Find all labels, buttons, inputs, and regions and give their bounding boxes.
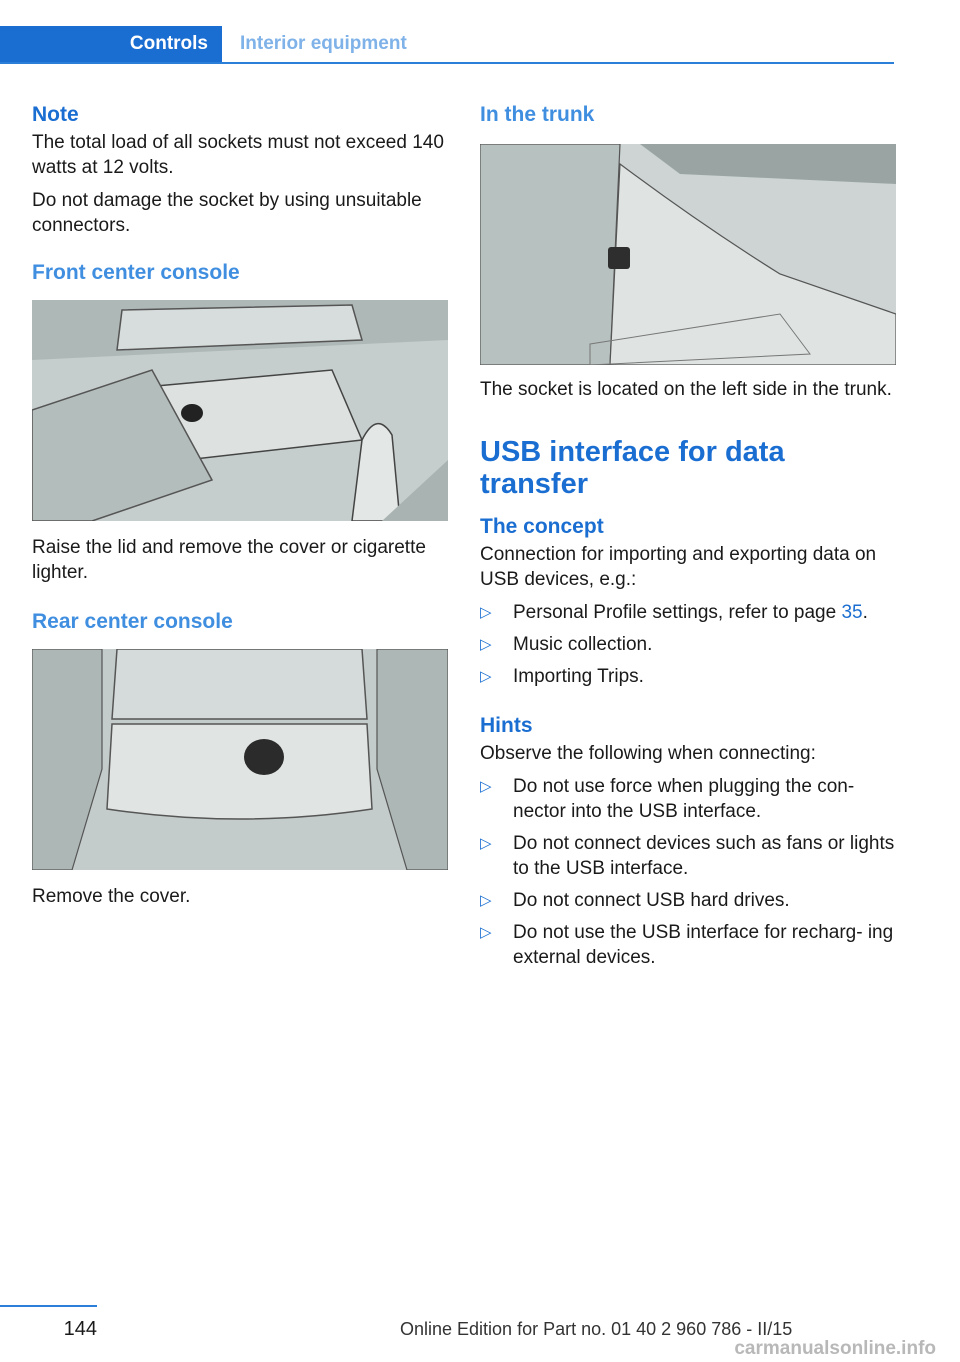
edition-footer: Online Edition for Part no. 01 40 2 960 786 - II/15	[400, 1319, 793, 1339]
concept-list	[480, 600, 896, 689]
usb-section-heading: USB interface for data transfer	[480, 436, 785, 500]
rear-console-heading: Rear center console	[32, 610, 233, 633]
page-link[interactable]: 35	[841, 602, 863, 623]
rear-console-photo	[32, 649, 448, 870]
front-console-heading: Front center console	[32, 261, 240, 284]
right-column	[480, 100, 896, 970]
bullet-triangle-icon: ▷	[480, 924, 492, 941]
bullet-triangle-icon: ▷	[480, 636, 492, 653]
concept-text: Connection for importing and exporting data on USB devices, e.g.:	[480, 544, 877, 590]
front-console-photo	[32, 300, 448, 521]
tab-interior-equipment[interactable]: Interior equipment	[240, 33, 407, 54]
trunk-text: The socket is located on the left side in the trunk.	[480, 379, 892, 400]
watermark: carmanualsonline.info	[734, 1338, 936, 1359]
page-number-rule	[0, 1305, 97, 1307]
bullet-triangle-icon: ▷	[480, 604, 492, 621]
note-text-2: Do not damage the socket by using unsuitable connectors.	[32, 190, 422, 236]
trunk-heading: In the trunk	[480, 103, 595, 126]
bullet-triangle-icon: ▷	[480, 778, 492, 795]
list-item: ▷ Do not use the USB interface for recharg‐ ing external devices.	[480, 922, 894, 968]
bullet-triangle-icon: ▷	[480, 668, 492, 685]
list-item: ▷ Importing Trips.	[480, 666, 644, 687]
page-number: 144	[63, 1318, 97, 1340]
list-item: ▷ Do not connect devices such as fans or lights to the USB interface.	[480, 833, 895, 879]
left-column	[32, 100, 448, 909]
front-console-text: Raise the lid and remove the cover or cigarette lighter.	[32, 537, 426, 583]
hints-list	[480, 774, 896, 970]
note-text-1: The total load of all sockets must not exceed 140 watts at 12 volts.	[32, 132, 444, 178]
bullet-triangle-icon: ▷	[480, 892, 492, 909]
list-item: ▷ Personal Profile settings, refer to page 35.	[480, 602, 868, 623]
rear-console-text: Remove the cover.	[32, 886, 191, 907]
hints-text: Observe the following when connecting:	[480, 743, 816, 764]
hints-heading: Hints	[480, 714, 533, 737]
list-item: ▷ Do not connect USB hard drives.	[480, 890, 790, 911]
list-item: ▷ Do not use force when plugging the con‐ nector into the USB interface.	[480, 776, 855, 822]
trunk-photo	[480, 144, 896, 365]
header-tabbar	[0, 26, 894, 64]
note-title: Note	[32, 103, 79, 126]
concept-heading: The concept	[480, 515, 604, 538]
list-item: ▷ Music collection.	[480, 634, 653, 655]
bullet-triangle-icon: ▷	[480, 835, 492, 852]
tab-controls[interactable]: Controls	[0, 26, 222, 62]
